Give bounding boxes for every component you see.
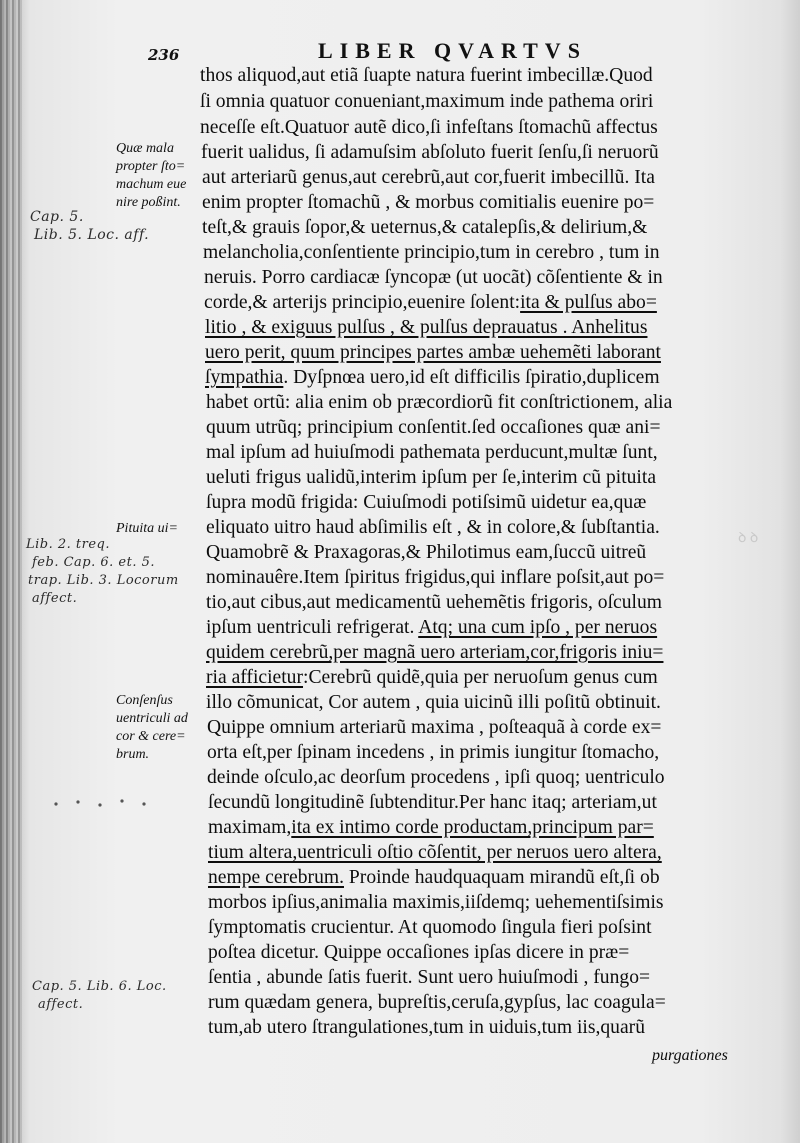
handwritten-annotation: Lib. 2. treq. feb. Cap. 6. et. 5. trap. Lib. 3. Locorum affect. — [26, 537, 179, 606]
text-line: ſupra modũ frigida: Cuiuſmodi potiſsimũ uidetur ea,quæ — [206, 492, 647, 513]
text-line: neceſſe eſt.Quatuor autẽ dico,ſi infeſtans ſtomachũ affectus — [200, 117, 658, 138]
underlined-phrase: quidem cerebrũ,per magnã uero arteriam,cor,frigoris iniu= — [206, 642, 664, 663]
text-line: neruis. Porro cardiacæ ſyncopæ (ut uocãt) cõſentiente & in — [204, 267, 663, 288]
text-line: eliquato uitro haud abſimilis eſt , & in colore,& ſubſtantia. — [206, 517, 660, 538]
text-line: Quippe omnium arteriarũ maxima , poſteaquã à corde ex= — [207, 717, 662, 738]
margin-note: Conſenſus uentriculi ad cor & cere= brum. — [116, 693, 188, 762]
underlined-phrase: ita & pulſus abo= — [520, 292, 657, 313]
handwritten-annotation: Cap. 5. Lib. 5. Loc. aff. — [30, 209, 150, 243]
underlined-phrase: ſympathia — [205, 367, 284, 388]
text-line: aut arteriarũ genus,aut cerebrũ,aut cor,fuerit imbecillũ. Ita — [202, 167, 655, 188]
text-line — [205, 341, 661, 365]
text-line: melancholia,conſentiente principio,tum in cerebro , tum in — [203, 242, 660, 263]
text-line: maximam,ita ex intimo corde productam,principum par= — [208, 817, 654, 838]
text-line: fuerit ualidus, ſi adamuſsim abſoluto fuerit ſenſu,ſi neruorũ — [201, 142, 659, 163]
text-line: poſtea dicetur. Quippe occaſiones ipſas dicere in præ= — [208, 942, 630, 963]
text-line: nominauêre.Item ſpiritus frigidus,qui inflare poſsit,aut po= — [206, 567, 665, 588]
text-line: ſentia , abunde ſatis fuerit. Sunt uero huiuſmodi , fungo= — [208, 967, 651, 988]
text-line: orta eſt,per ſpinam incedens , in primis iungitur ſtomacho, — [207, 742, 660, 763]
text-line: thos aliquod,aut etiã ſuapte natura fuerint imbecillæ.Quod — [200, 65, 653, 86]
text-line: rum quædam genera, bupreſtis,ceruſa,gypſus, lac coagula= — [208, 992, 666, 1013]
text-line — [205, 316, 647, 340]
text-line — [208, 841, 662, 865]
text-line: morbos ipſius,animalia maximis,iiſdemq; uehementiſsimis — [208, 892, 664, 913]
show-through-mark: ꝺ ꝺ — [738, 531, 759, 546]
text-line: ipſum uentriculi refrigerat. Atq; una cum ipſo , per neruos — [206, 617, 658, 638]
underlined-phrase: nempe cerebrum. — [208, 867, 344, 888]
underlined-phrase: uero perit, quum principes partes ambæ uehemẽti laborant — [205, 342, 661, 363]
text-line: ſecundũ longitudinẽ ſubtenditur.Per hanc itaq; arteriam,ut — [208, 792, 657, 813]
text-line: corde,& arterijs principio,euenire ſolent:ita & pulſus abo= — [204, 292, 657, 313]
text-line: ſymptomatis crucientur. At quomodo ſingula fieri poſsint — [208, 917, 652, 938]
catchword: purgationes — [652, 1047, 728, 1064]
text-line: deinde oſculo,ac deorſum procedens , ipſi quoq; uentriculo — [207, 767, 665, 788]
text-line: ſympathia. Dyſpnœa uero,id eſt difficilis ſpiratio,duplicem — [205, 367, 660, 388]
underlined-phrase: tium altera,uentriculi oſtio cõſentit, per neruos uero altera, — [208, 842, 662, 863]
text-line: ſi omnia quatuor conueniant,maximum inde pathema oriri — [200, 91, 654, 112]
margin-note: Pituita ui= — [116, 521, 178, 536]
running-title: LIBER QVARTVS — [318, 38, 587, 63]
text-line: habet ortũ: alia enim ob præcordiorũ fit conſtrictionem, alia — [206, 392, 673, 413]
underlined-phrase: Atq; una cum ipſo , per neruos — [418, 617, 658, 638]
text-line: Quamobrẽ & Praxagoras,& Philotimus eam,ſuccũ uitreũ — [206, 542, 647, 563]
underlined-phrase: ria afficietur — [206, 667, 304, 688]
handwritten-annotation: Cap. 5. Lib. 6. Loc. affect. — [32, 979, 167, 1012]
text-line: ueluti frigus ualidũ,interim ipſum per ſe,interim cũ pituita — [206, 467, 657, 488]
underlined-phrase: litio , & exiguus pulſus , & pulſus deprauatus . Anhelitus — [205, 317, 648, 338]
text-line: quum utrũq; principium conſentit.ſed occaſiones quæ ani= — [206, 417, 661, 438]
text-line: tio,aut cibus,aut medicamentũ uehemẽtis frigoris, oſculum — [206, 592, 662, 613]
page-number: 236 — [148, 46, 180, 64]
text-line: illo cõmunicat, Cor autem , quia uicinũ illi poſitũ obtinuit. — [206, 692, 661, 713]
margin-note: Quæ mala propter ſto= machum eue nire poßint. — [116, 141, 187, 210]
text-line: enim propter ſtomachũ , & morbus comitialis euenire po= — [202, 192, 655, 213]
ink-dots-decoration — [40, 790, 180, 820]
underlined-phrase: ita ex intimo corde productam,principum par= — [291, 817, 654, 838]
text-line: teſt,& grauis ſopor,& ueternus,& catalepſis,& delirium,& — [202, 217, 648, 238]
text-line: nempe cerebrum. Proinde haudquaquam mirandũ eſt,ſi ob — [208, 867, 660, 888]
text-line: ria afficietur:Cerebrũ quidẽ,quia per neruoſum genus cum — [206, 667, 658, 688]
text-line: tum,ab utero ſtrangulationes,tum in uiduis,tum iis,quarũ — [208, 1017, 645, 1038]
text-line — [206, 641, 663, 665]
text-line: mal ipſum ad huiuſmodi pathemata perducunt,multæ ſunt, — [206, 442, 658, 463]
